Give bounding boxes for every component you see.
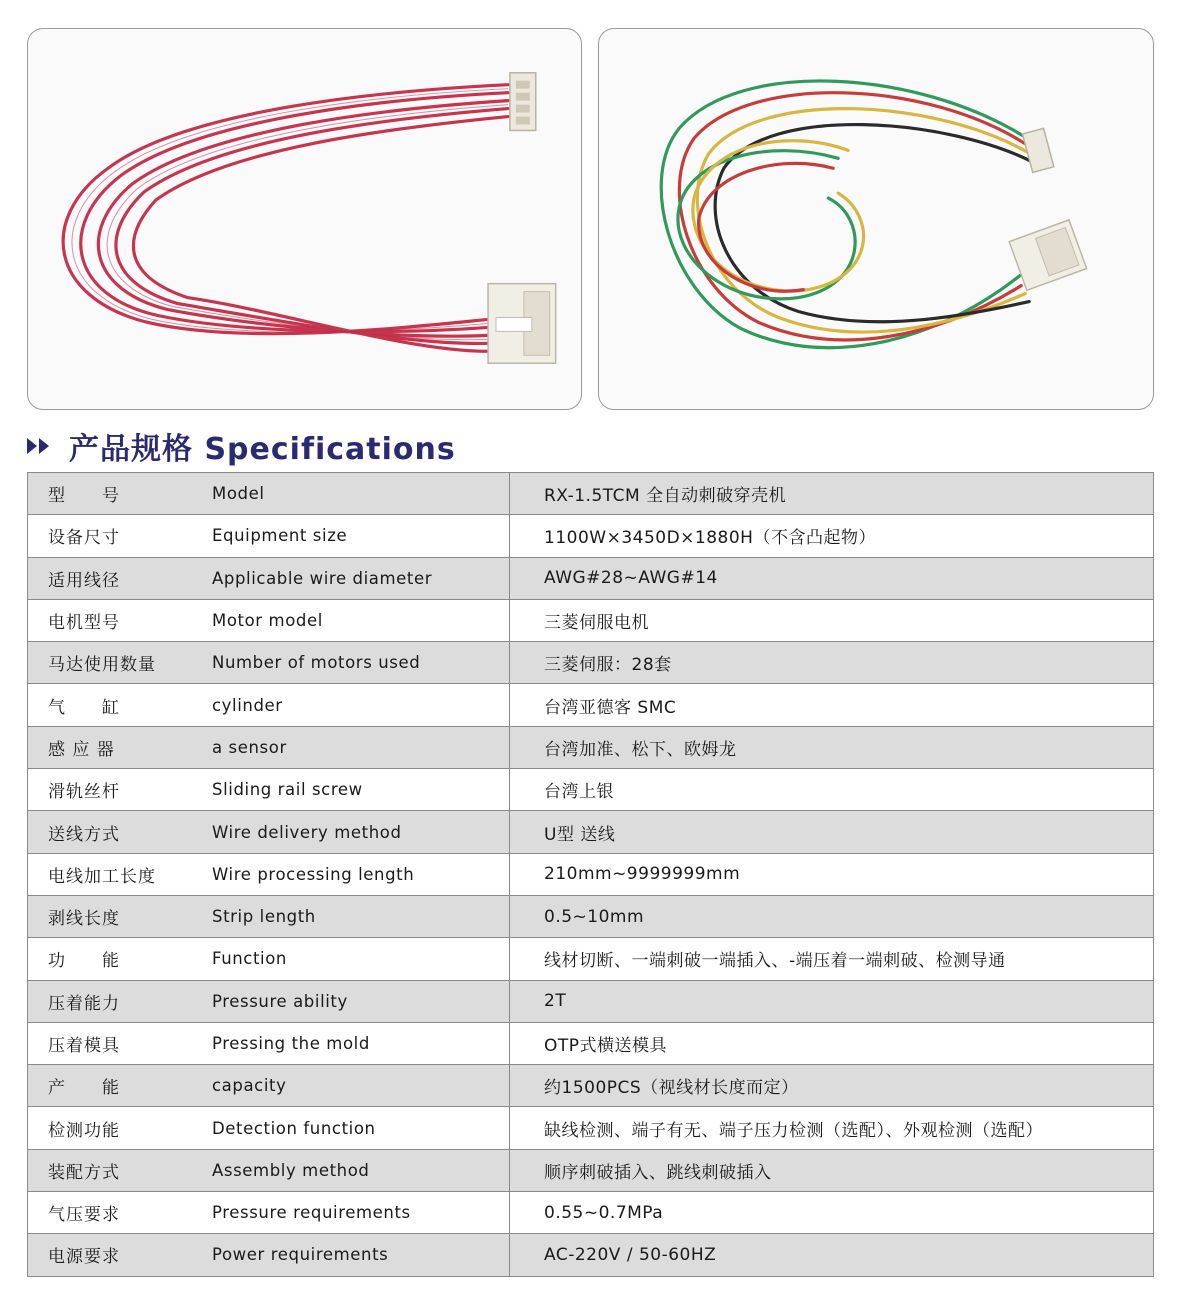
spec-label — [28, 481, 509, 506]
spec-label-english: Sliding rail screw — [212, 780, 363, 800]
spec-label-cell — [28, 1022, 510, 1064]
spec-label-chinese: 滑轨丝杆 — [48, 782, 120, 803]
spec-label-chinese: 气 缸 — [48, 697, 120, 718]
spec-label-english: Power requirements — [212, 1245, 389, 1265]
spec-label-chinese: 电源要求 — [48, 1247, 120, 1268]
spec-label — [28, 1200, 509, 1225]
spec-label — [28, 989, 509, 1014]
spec-label — [28, 650, 509, 675]
spec-label-english: Pressure requirements — [212, 1203, 411, 1223]
product-photo-multicolor-harness — [598, 28, 1154, 410]
spec-value: 台湾亚德客 SMC — [510, 684, 1154, 726]
spec-label-english: Motor model — [212, 611, 323, 631]
spec-label-chinese: 电线加工长度 — [48, 866, 156, 887]
spec-row — [28, 1022, 1154, 1064]
spec-row — [28, 515, 1154, 557]
spec-value: U型 送线 — [510, 811, 1154, 853]
spec-row — [28, 811, 1154, 853]
spec-value: AWG#28~AWG#14 — [510, 557, 1154, 599]
spec-label — [28, 523, 509, 548]
spec-label-cell — [28, 515, 510, 557]
spec-value: 台湾加准、松下、欧姆龙 — [510, 726, 1154, 768]
spec-label-english: Assembly method — [212, 1160, 370, 1180]
spec-label-english: Strip length — [212, 907, 316, 927]
spec-label-chinese: 压着能力 — [48, 993, 120, 1014]
spec-label — [28, 1031, 509, 1056]
spec-value: 缺线检测、端子有无、端子压力检测（选配）、外观检测（选配） — [510, 1107, 1154, 1149]
spec-value: 210mm~9999999mm — [510, 853, 1154, 895]
spec-label-cell — [28, 811, 510, 853]
spec-label — [28, 735, 509, 760]
spec-label-cell — [28, 1065, 510, 1107]
spec-row — [28, 853, 1154, 895]
spec-label-english: capacity — [212, 1076, 287, 1096]
double-arrow-icon — [27, 438, 51, 454]
spec-row — [28, 642, 1154, 684]
spec-row — [28, 473, 1154, 515]
spec-label-cell — [28, 1234, 510, 1276]
spec-label-chinese: 马达使用数量 — [48, 655, 156, 676]
spec-label-cell — [28, 980, 510, 1022]
spec-label-english: Wire delivery method — [212, 822, 402, 842]
specifications-heading — [27, 426, 456, 466]
spec-row — [28, 1149, 1154, 1191]
spec-row — [28, 684, 1154, 726]
spec-row — [28, 1192, 1154, 1234]
spec-label-english: Detection function — [212, 1118, 376, 1138]
spec-value: 0.5~10mm — [510, 895, 1154, 937]
spec-value: 约1500PCS（视线材长度而定） — [510, 1065, 1154, 1107]
spec-label-chinese: 电机型号 — [48, 613, 120, 634]
spec-label-english: Number of motors used — [212, 653, 421, 673]
spec-label-cell — [28, 557, 510, 599]
spec-value: OTP式横送模具 — [510, 1022, 1154, 1064]
spec-label — [28, 946, 509, 971]
spec-label-chinese: 设备尺寸 — [48, 528, 120, 549]
spec-label — [28, 1158, 509, 1183]
spec-value: AC-220V / 50-60HZ — [510, 1234, 1154, 1276]
spec-label — [28, 777, 509, 802]
spec-label-english: Equipment size — [212, 526, 348, 546]
section-title: 产品规格 Specifications — [69, 432, 456, 467]
spec-label-cell — [28, 473, 510, 515]
spec-label-chinese: 送线方式 — [48, 824, 120, 845]
red-harness-illustration — [28, 29, 581, 409]
spec-value: 2T — [510, 980, 1154, 1022]
spec-value: 台湾上银 — [510, 769, 1154, 811]
spec-label-english: Pressing the mold — [212, 1034, 370, 1053]
spec-label — [28, 566, 509, 591]
spec-label-cell — [28, 853, 510, 895]
spec-label-chinese: 气压要求 — [48, 1205, 120, 1226]
spec-row — [28, 938, 1154, 980]
spec-label-cell — [28, 1149, 510, 1191]
spec-label-cell — [28, 684, 510, 726]
spec-label-english: Applicable wire diameter — [212, 568, 433, 588]
spec-label-cell — [28, 1192, 510, 1234]
spec-label — [28, 1242, 509, 1267]
spec-label-chinese: 适用线径 — [48, 570, 120, 591]
spec-row — [28, 557, 1154, 599]
spec-value: 1100W×3450D×1880H（不含凸起物） — [510, 515, 1154, 557]
spec-row — [28, 599, 1154, 641]
spec-label-english: Wire processing length — [212, 864, 415, 884]
spec-row — [28, 769, 1154, 811]
spec-value: 三菱伺服电机 — [510, 599, 1154, 641]
spec-label-chinese: 剥线长度 — [48, 909, 120, 930]
spec-label — [28, 693, 509, 718]
spec-label — [28, 1116, 509, 1141]
spec-label — [28, 862, 509, 887]
spec-label — [28, 820, 509, 845]
spec-label-chinese: 装配方式 — [48, 1162, 120, 1183]
spec-label-cell — [28, 726, 510, 768]
spec-row — [28, 1065, 1154, 1107]
spec-label — [28, 904, 509, 929]
spec-row — [28, 1234, 1154, 1276]
spec-label-english: cylinder — [212, 695, 283, 715]
spec-value: 线材切断、一端刺破一端插入、-端压着一端刺破、检测导通 — [510, 938, 1154, 980]
spec-row — [28, 895, 1154, 937]
spec-label-chinese: 型 号 — [48, 486, 120, 507]
spec-label-cell — [28, 769, 510, 811]
spec-label — [28, 608, 509, 633]
specifications-table-body — [28, 473, 1154, 1277]
spec-label — [28, 1073, 509, 1098]
spec-value: 三菱伺服：28套 — [510, 642, 1154, 684]
spec-label-cell — [28, 938, 510, 980]
multicolor-harness-illustration — [599, 29, 1153, 409]
spec-value: 0.55~0.7MPa — [510, 1192, 1154, 1234]
spec-label-english: a sensor — [212, 737, 287, 757]
specifications-table — [27, 472, 1154, 1277]
spec-row — [28, 980, 1154, 1022]
spec-row — [28, 1107, 1154, 1149]
spec-label-chinese: 检测功能 — [48, 1120, 120, 1141]
spec-label-english: Function — [212, 949, 287, 969]
spec-value: 顺序刺破插入、跳线刺破插入 — [510, 1149, 1154, 1191]
spec-label-english: Pressure ability — [212, 991, 348, 1011]
spec-label-cell — [28, 599, 510, 641]
spec-label-chinese: 压着模具 — [48, 1036, 120, 1056]
spec-row — [28, 726, 1154, 768]
spec-label-cell — [28, 895, 510, 937]
spec-value: RX-1.5TCM 全自动刺破穿壳机 — [510, 473, 1154, 515]
product-photo-red-harness — [27, 28, 582, 410]
spec-label-chinese: 感 应 器 — [48, 739, 115, 760]
spec-label-chinese: 功 能 — [48, 951, 120, 972]
spec-label-cell — [28, 642, 510, 684]
spec-label-chinese: 产 能 — [48, 1078, 120, 1099]
spec-label-english: Model — [212, 484, 265, 504]
spec-label-cell — [28, 1107, 510, 1149]
